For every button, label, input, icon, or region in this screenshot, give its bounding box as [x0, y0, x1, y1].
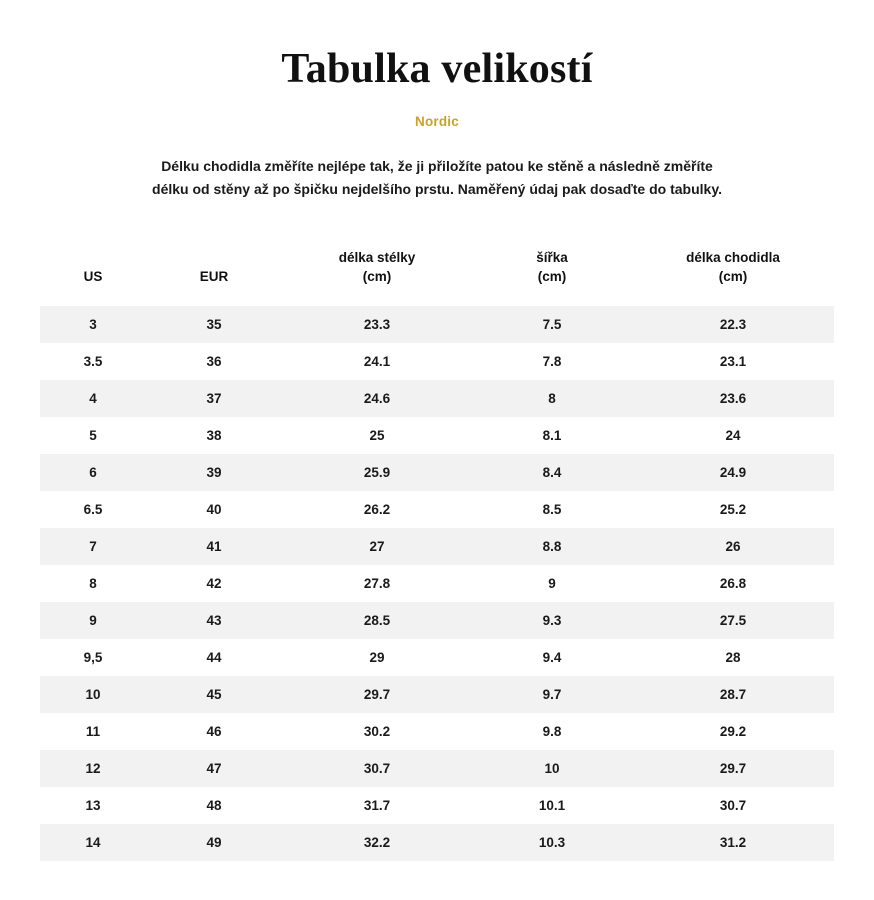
cell-us: 11 [40, 713, 146, 750]
cell-eur: 37 [146, 380, 282, 417]
table-row [40, 676, 834, 713]
table-row [40, 639, 834, 676]
cell-foot-length: 24 [632, 417, 834, 454]
table-row [40, 491, 834, 528]
cell-insole-length: 30.2 [282, 713, 472, 750]
cell-width: 8.8 [472, 528, 632, 565]
table-row [40, 528, 834, 565]
brand-subtitle: Nordic [415, 114, 459, 130]
cell-us: 3 [40, 306, 146, 343]
cell-eur: 36 [146, 343, 282, 380]
cell-width: 10 [472, 750, 632, 787]
table-header-row [40, 239, 834, 305]
cell-us: 6.5 [40, 491, 146, 528]
table-row [40, 417, 834, 454]
cell-us: 9,5 [40, 639, 146, 676]
cell-insole-length: 30.7 [282, 750, 472, 787]
table-row [40, 750, 834, 787]
cell-width: 7.5 [472, 306, 632, 343]
cell-us: 12 [40, 750, 146, 787]
cell-us: 13 [40, 787, 146, 824]
cell-foot-length: 28.7 [632, 676, 834, 713]
column-header-width-line2: (cm) [537, 268, 567, 284]
column-header-foot-length [632, 239, 834, 305]
cell-us: 10 [40, 676, 146, 713]
cell-width: 8.1 [472, 417, 632, 454]
cell-insole-length: 29.7 [282, 676, 472, 713]
cell-foot-length: 30.7 [632, 787, 834, 824]
cell-eur: 38 [146, 417, 282, 454]
cell-eur: 44 [146, 639, 282, 676]
cell-foot-length: 29.7 [632, 750, 834, 787]
cell-insole-length: 28.5 [282, 602, 472, 639]
cell-width: 8.4 [472, 454, 632, 491]
size-table [40, 239, 834, 860]
cell-foot-length: 25.2 [632, 491, 834, 528]
cell-insole-length: 29 [282, 639, 472, 676]
cell-eur: 35 [146, 306, 282, 343]
cell-eur: 45 [146, 676, 282, 713]
cell-us: 9 [40, 602, 146, 639]
cell-eur: 47 [146, 750, 282, 787]
page-title: Tabulka velikostí [281, 46, 593, 92]
cell-insole-length: 32.2 [282, 824, 472, 861]
cell-eur: 46 [146, 713, 282, 750]
cell-foot-length: 23.6 [632, 380, 834, 417]
table-row [40, 602, 834, 639]
cell-eur: 42 [146, 565, 282, 602]
cell-insole-length: 24.6 [282, 380, 472, 417]
cell-foot-length: 28 [632, 639, 834, 676]
cell-eur: 40 [146, 491, 282, 528]
cell-width: 10.1 [472, 787, 632, 824]
cell-insole-length: 26.2 [282, 491, 472, 528]
cell-width: 9.7 [472, 676, 632, 713]
cell-eur: 41 [146, 528, 282, 565]
size-table-container [40, 239, 834, 860]
cell-insole-length: 24.1 [282, 343, 472, 380]
cell-us: 4 [40, 380, 146, 417]
cell-insole-length: 25 [282, 417, 472, 454]
table-row [40, 824, 834, 861]
cell-insole-length: 27 [282, 528, 472, 565]
column-header-foot-length-line2: (cm) [718, 268, 748, 284]
table-body [40, 306, 834, 861]
instructions-line-1: Délku chodidla změříte nejlépe tak, že ji přiložíte patou ke stěně a následně změříte [161, 158, 713, 175]
cell-eur: 48 [146, 787, 282, 824]
cell-width: 8 [472, 380, 632, 417]
column-header-us [40, 239, 146, 305]
cell-eur: 39 [146, 454, 282, 491]
column-header-insole-length [282, 239, 472, 305]
cell-foot-length: 27.5 [632, 602, 834, 639]
column-header-insole-length-line1: délka stélky [338, 250, 416, 266]
measuring-instructions [117, 155, 757, 201]
cell-foot-length: 26 [632, 528, 834, 565]
column-header-insole-length-line2: (cm) [362, 268, 392, 284]
table-row [40, 713, 834, 750]
cell-foot-length: 29.2 [632, 713, 834, 750]
table-header [40, 239, 834, 305]
cell-us: 5 [40, 417, 146, 454]
cell-foot-length: 23.1 [632, 343, 834, 380]
table-row [40, 306, 834, 343]
column-header-eur-line1: EUR [199, 268, 229, 284]
cell-us: 7 [40, 528, 146, 565]
cell-foot-length: 26.8 [632, 565, 834, 602]
table-row [40, 787, 834, 824]
cell-width: 7.8 [472, 343, 632, 380]
cell-insole-length: 25.9 [282, 454, 472, 491]
column-header-width [472, 239, 632, 305]
instructions-line-2: délku od stěny až po špičku nejdelšího prstu. Naměřený údaj pak dosaďte do tabulky. [152, 181, 722, 198]
column-header-foot-length-line1: délka chodidla [686, 250, 780, 266]
cell-width: 8.5 [472, 491, 632, 528]
table-row [40, 454, 834, 491]
cell-width: 9.4 [472, 639, 632, 676]
cell-width: 9.3 [472, 602, 632, 639]
cell-foot-length: 22.3 [632, 306, 834, 343]
cell-insole-length: 27.8 [282, 565, 472, 602]
table-row [40, 565, 834, 602]
cell-eur: 43 [146, 602, 282, 639]
cell-foot-length: 31.2 [632, 824, 834, 861]
cell-insole-length: 23.3 [282, 306, 472, 343]
cell-us: 14 [40, 824, 146, 861]
cell-us: 6 [40, 454, 146, 491]
cell-foot-length: 24.9 [632, 454, 834, 491]
cell-insole-length: 31.7 [282, 787, 472, 824]
table-row [40, 380, 834, 417]
column-header-us-line1: US [83, 268, 103, 284]
cell-us: 8 [40, 565, 146, 602]
cell-width: 10.3 [472, 824, 632, 861]
table-row [40, 343, 834, 380]
column-header-eur [146, 239, 282, 305]
cell-width: 9 [472, 565, 632, 602]
column-header-width-line1: šířka [536, 250, 568, 266]
cell-us: 3.5 [40, 343, 146, 380]
cell-width: 9.8 [472, 713, 632, 750]
cell-eur: 49 [146, 824, 282, 861]
